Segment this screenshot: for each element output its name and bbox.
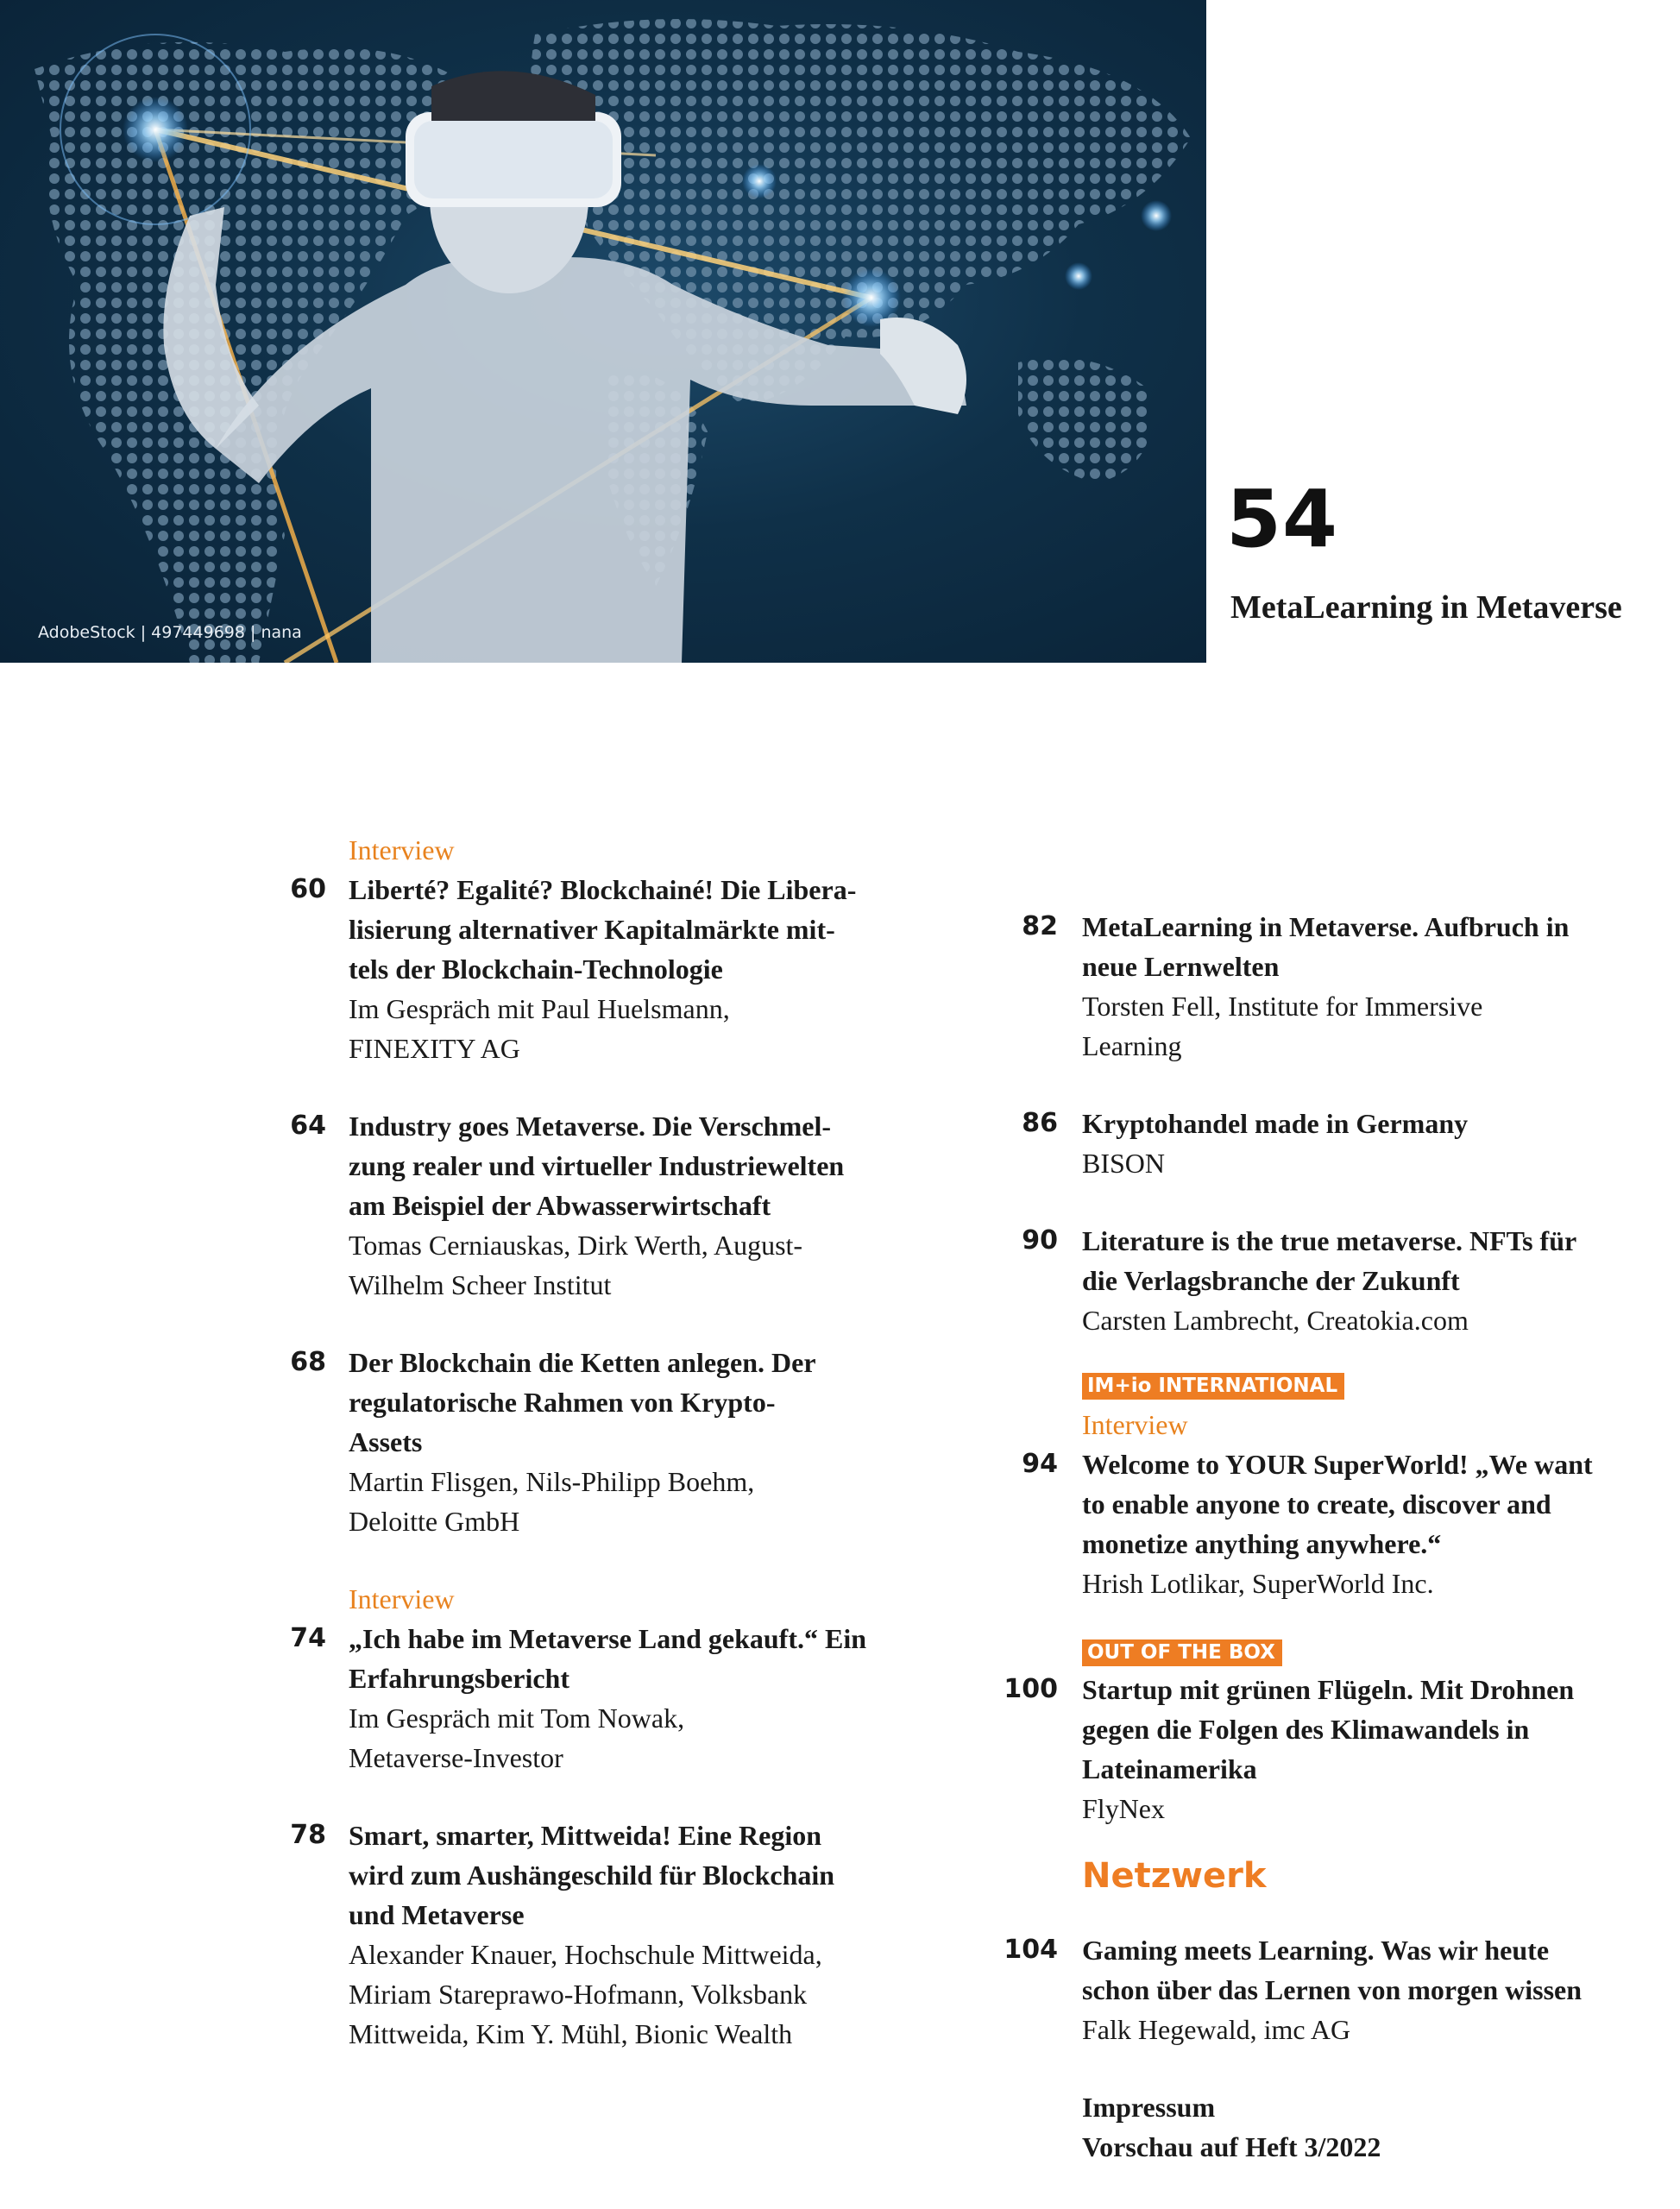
page-number: 94 xyxy=(1022,1449,1058,1479)
toc-entry-68[interactable] xyxy=(259,1343,897,1541)
feature-page-number: 54 xyxy=(1226,473,1339,565)
section-heading-netzwerk: Netzwerk xyxy=(1082,1856,1267,1896)
vorschau-link[interactable]: Vorschau auf Heft 3/2022 xyxy=(1082,2131,1381,2162)
entry-title: Literature is the true metaverse. NFTs für die Verlagsbranche der Zukunft xyxy=(1082,1225,1577,1296)
toc-right-column xyxy=(992,907,1665,2167)
entry-authors: Martin Flisgen, Nils-Philipp Boehm, Deloitte GmbH xyxy=(349,1466,755,1537)
entry-authors: FlyNex xyxy=(1082,1793,1165,1824)
entry-title: Welcome to YOUR SuperWorld! „We want to enable anyone to create, discover and monetize anything anywhere.“ xyxy=(1082,1449,1593,1559)
toc-entry-78[interactable] xyxy=(259,1816,897,2054)
toc-entry-104[interactable] xyxy=(992,1930,1665,2049)
impressum-link[interactable]: Impressum xyxy=(1082,2092,1216,2123)
toc-entry-64[interactable] xyxy=(259,1106,897,1305)
page-number: 60 xyxy=(290,874,326,904)
feature-title[interactable]: MetaLearning in Metaverse xyxy=(1230,589,1622,626)
kicker-interview: Interview xyxy=(349,1583,455,1614)
toc-entry-82[interactable] xyxy=(992,907,1665,1066)
toc-left-column xyxy=(259,830,897,2054)
page-number: 104 xyxy=(1004,1935,1058,1965)
entry-title: Liberté? Egalité? Blockchainé! Die Libera- lisierung alternativer Kapitalmärkte mit- tels der Blockchain-Technologie xyxy=(349,874,857,985)
page-number: 64 xyxy=(290,1111,326,1141)
entry-authors: Hrish Lotlikar, SuperWorld Inc. xyxy=(1082,1568,1434,1599)
page-number: 90 xyxy=(1022,1225,1058,1256)
entry-title: Industry goes Metaverse. Die Verschmel- zung realer und virtueller Industriewelten am Beispiel der Abwasserwirtschaft xyxy=(349,1111,845,1221)
vr-world-illustration xyxy=(0,0,1206,663)
page-number: 68 xyxy=(290,1347,326,1377)
entry-title: Startup mit grünen Flügeln. Mit Drohnen gegen die Folgen des Klimawandels in Lateinamerika xyxy=(1082,1674,1575,1784)
page-number: 100 xyxy=(1004,1674,1058,1704)
page-number: 78 xyxy=(290,1820,326,1850)
entry-authors: Im Gespräch mit Tom Nowak, Metaverse-Investor xyxy=(349,1702,685,1773)
section-international xyxy=(992,1373,1665,1400)
entry-authors: Falk Hegewald, imc AG xyxy=(1082,2014,1351,2045)
entry-authors: Carsten Lambrecht, Creatokia.com xyxy=(1082,1305,1469,1336)
section-out-of-the-box xyxy=(992,1639,1665,1666)
entry-title: MetaLearning in Metaverse. Aufbruch in neue Lernwelten xyxy=(1082,911,1570,982)
entry-title: Smart, smarter, Mittweida! Eine Region wird zum Aushängeschild für Blockchain und Metaverse xyxy=(349,1820,835,1930)
entry-title: Kryptohandel made in Germany xyxy=(1082,1108,1469,1139)
page-number: 82 xyxy=(1022,911,1058,941)
entry-authors: Torsten Fell, Institute for Immersive Learning xyxy=(1082,991,1483,1061)
badge-international: IM+io INTERNATIONAL xyxy=(1082,1373,1344,1400)
page-number: 74 xyxy=(290,1623,326,1653)
toc-entry-60[interactable] xyxy=(259,870,897,1068)
toc-entry-90[interactable] xyxy=(992,1221,1665,1340)
kicker-interview: Interview xyxy=(1082,1409,1188,1440)
toc-entry-74[interactable] xyxy=(259,1619,897,1778)
entry-authors: Alexander Knauer, Hochschule Mittweida, Miriam Stareprawo-Hofmann, Volksbank Mittweida, Kim Y. Mühl, Bionic Wealth xyxy=(349,1939,822,2049)
kicker-interview: Interview xyxy=(349,834,455,865)
photo-credit: AdobeStock | 497449698 | nana xyxy=(38,623,302,642)
toc-entry-94[interactable] xyxy=(992,1444,1665,1603)
entry-title: „Ich habe im Metaverse Land gekauft.“ Ein Erfahrungsbericht xyxy=(349,1623,866,1694)
badge-out-of-the-box: OUT OF THE BOX xyxy=(1082,1639,1282,1666)
entry-authors: BISON xyxy=(1082,1148,1166,1179)
page-number: 86 xyxy=(1022,1108,1058,1138)
entry-title: Der Blockchain die Ketten anlegen. Der regulatorische Rahmen von Krypto- Assets xyxy=(349,1347,816,1457)
entry-authors: Im Gespräch mit Paul Huelsmann, FINEXITY AG xyxy=(349,993,730,1064)
toc-entry-100[interactable] xyxy=(992,1670,1665,1828)
entry-authors: Tomas Cerniauskas, Dirk Werth, August- Wilhelm Scheer Institut xyxy=(349,1230,803,1300)
toc-entry-86[interactable] xyxy=(992,1104,1665,1183)
hero-image xyxy=(0,0,1206,663)
entry-title: Gaming meets Learning. Was wir heute schon über das Lernen von morgen wissen xyxy=(1082,1935,1582,2005)
